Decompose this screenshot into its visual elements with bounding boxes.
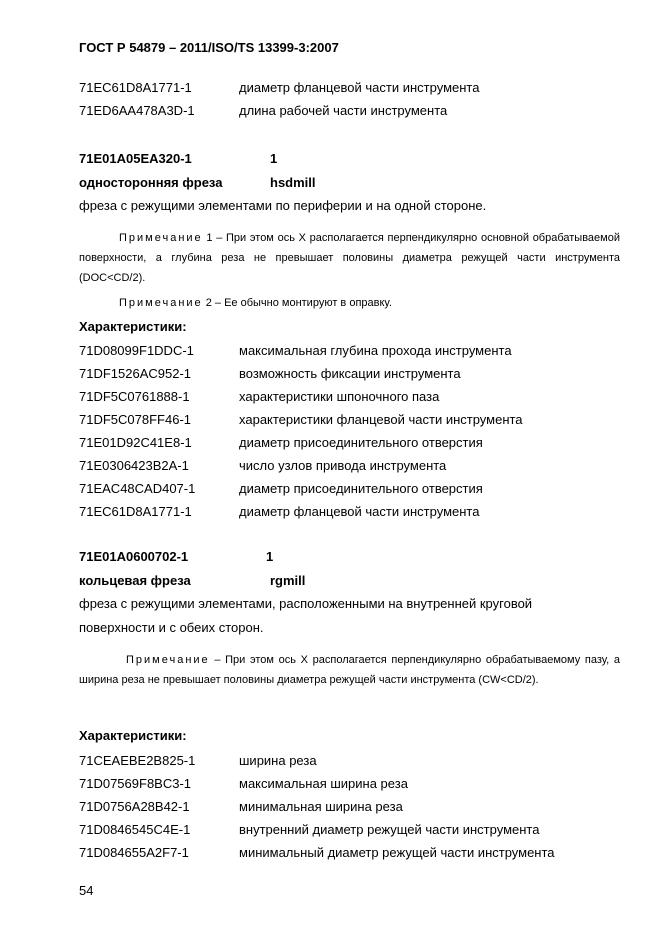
property-row [79,80,479,96]
entry-number: 1 [266,549,274,564]
property-row [79,103,447,119]
property-code: 71EC61D8A1771-1 [79,504,192,519]
property-desc: максимальная ширина реза [239,776,408,791]
property-row [79,822,539,838]
property-desc: ширина реза [239,753,317,768]
document-header: ГОСТ Р 54879 – 2011/ISO/TS 13399-3:2007 [79,40,339,55]
property-code: 71D084655A2F7-1 [79,845,189,860]
entry-number: 1 [270,151,278,166]
property-row [79,481,483,497]
note-2 [119,293,392,313]
entry-id: 71E01A0600702-1 [79,549,189,564]
property-desc: диаметр фланцевой части инструмента [239,80,480,95]
note-label: Примечание [119,232,203,244]
property-desc: минимальная ширина реза [239,799,403,814]
property-row [79,753,317,769]
property-row [79,845,555,861]
characteristics-heading: Характеристики: [79,319,187,334]
property-code: 71E01D92C41E8-1 [79,435,192,450]
entry-abbreviation: rgmill [270,573,306,588]
property-code: 71EAC48CAD407-1 [79,481,196,496]
entry-term: кольцевая фреза [79,573,191,588]
entry-abbreviation: hsdmill [270,175,316,190]
property-code: 71ED6AA478A3D-1 [79,103,195,118]
entry-term: односторонняя фреза [79,175,223,190]
property-row [79,458,446,474]
entry-id: 71E01A05EA320-1 [79,151,192,166]
property-desc: длина рабочей части инструмента [239,103,448,118]
property-row [79,412,523,428]
property-code: 71D0756A28B42-1 [79,799,190,814]
property-row [79,504,479,520]
property-desc: диаметр присоединительного отверстия [239,481,483,496]
property-row [79,435,483,451]
property-code: 71E0306423B2A-1 [79,458,189,473]
property-code: 71D0846545C4E-1 [79,822,191,837]
note-text: 1 – При этом ось X располагается перпендикулярно основной обрабатываемой поверхности, а глубина реза не превышает половины диаметра режущей части инструмента (DOC<CD/2). [79,232,620,284]
property-desc: характеристики фланцевой части инструмента [239,412,523,427]
property-row [79,799,403,815]
property-code: 71CEAEBE2B825-1 [79,753,196,768]
entry-definition: фреза с режущими элементами, расположенными на внутренней круговой [79,596,533,611]
characteristics-heading: Характеристики: [79,728,187,743]
property-desc: характеристики шпоночного паза [239,389,440,404]
note-1 [79,228,620,288]
property-code: 71DF1526AC952-1 [79,366,192,381]
property-row [79,776,408,792]
property-desc: диаметр присоединительного отверстия [239,435,483,450]
property-row [79,366,461,382]
property-code: 71EC61D8A1771-1 [79,80,192,95]
note [79,650,620,690]
property-code: 71DF5C0761888-1 [79,389,190,404]
entry-definition: фреза с режущими элементами по периферии и на одной стороне. [79,198,487,213]
note-label: Примечание [119,297,203,309]
property-code: 71DF5C078FF46-1 [79,412,191,427]
property-desc: диаметр фланцевой части инструмента [239,504,480,519]
property-row [79,389,439,405]
property-desc: максимальная глубина прохода инструмента [239,343,512,358]
note-text: – При этом ось X располагается перпендикулярно обрабатываемому пазу, а ширина реза не превышает половины диаметра режущей части инструмента (CW<CD/2). [79,654,620,686]
property-desc: внутренний диаметр режущей части инструмента [239,822,540,837]
property-row [79,343,512,359]
page-number: 54 [79,883,94,898]
property-desc: число узлов привода инструмента [239,458,447,473]
property-desc: возможность фиксации инструмента [239,366,461,381]
entry-definition-continued: поверхности и с обеих сторон. [79,620,264,635]
property-code: 71D08099F1DDC-1 [79,343,194,358]
note-text: 2 – Ее обычно монтируют в оправку. [202,297,392,309]
property-desc: минимальный диаметр режущей части инструмента [239,845,555,860]
property-code: 71D07569F8BC3-1 [79,776,192,791]
note-label: Примечание [126,654,210,666]
